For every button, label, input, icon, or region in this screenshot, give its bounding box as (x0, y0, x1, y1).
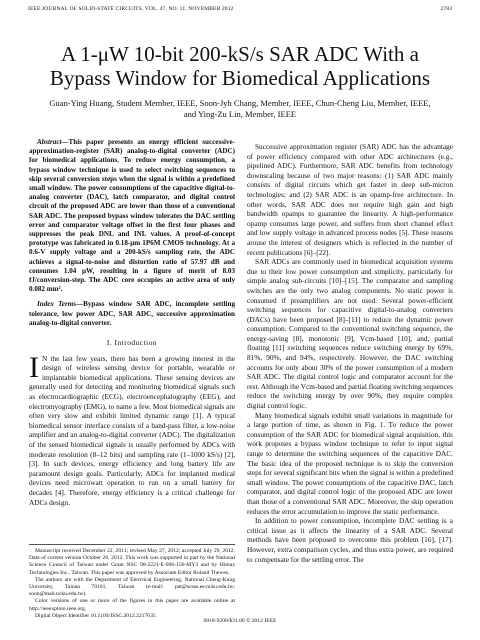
author-list (40, 98, 440, 119)
journal-name: IEEE JOURNAL OF SOLID-STATE CIRCUITS, VOL. 47, NO. 11, NOVEMBER 2012 (28, 6, 234, 12)
abstract-label: Abstract— (37, 138, 69, 146)
authors-line-2: and Ying-Zu Lin, Member, IEEE (183, 108, 297, 119)
running-header (28, 6, 452, 12)
footnote-color: Color versions of one or more of the figures in this paper are available online at http://ieeexplore.ieee.org. (29, 598, 235, 612)
abstract (29, 138, 235, 294)
body-paragraph: Successive approximation register (SAR) ADC has the advantage of power efficiency compared with other ADC architectures (e.g., pipelined ADC). Furthermore, SAR ADC benefits from technology downscaling because of two major reasons: (1) SAR ADC mainly consists of digital circuits which get faster in deep sub-micron technologies; and (2) SAR ADC is an opamp-free architecture. In other words, SAR ADC does not require high gain and high bandwidth opamps to guarantee the linearity. A high-performance opamp consumes large power, and suffers from short channel effect and low supply voltage in advanced process nodes [5]. These reasons arouse the interest of designers which is reflected in the number of recent publications [6]–[22]. (247, 142, 453, 257)
section-heading: I. Introduction (106, 338, 158, 348)
footnote-authors: The authors are with the Department of Electrical Engineering, National Cheng-Kung University, Tainan 70101, Taiwan (e-mail: pat@scsas.ee.ncku.edu.tw; soon@mail.ncku.edu.tw). (29, 576, 235, 598)
intro-paragraph (29, 350, 236, 508)
footnote-manuscript: Manuscript received December 22, 2011; revised May 27, 2012; accepted July 29, 2012. Date of current version October 26, 2012. This work was supported in part by the National Science Council of Taiwan under Grant NSC 98-2221-E-006-156-MY3 and by Himax Technologies Inc., Taiwan. This paper was approved by Associate Editor Roland Thewes. (29, 548, 235, 576)
footnotes (29, 548, 235, 620)
footnote-divider (29, 544, 235, 545)
index-terms (29, 300, 235, 328)
body-paragraph: In addition to power consumption, incomplete DAC settling is a critical issue as it affects the linearity of a SAR ADC. Several methods have been proposed to overcome this problem [16], [17]. However, extra comparison cycles, and thus extra power, are required to compensate for the settling error. The (247, 516, 453, 564)
page-number: 2783 (440, 6, 452, 12)
left-column (29, 138, 235, 507)
copyright-line: 0018-9200/$31.00 © 2012 IEEE (203, 618, 277, 624)
intro-text: N the last few years, there has been a growing interest in the design of wireless sensing device for portable, wearable or implantable biomedical applications. These sensing devices are generally used for detecting and monitoring biomedical signals such as electrocardiographic (ECG), electroencephalography (EEG), and electromyography (EMG), to name a few. Most biomedical signals are often very slow and exhibit limited dynamic range [1]. A typical biomedical sensor interface consists of a band-pass filter, a low-noise amplifier and an analog-to-digital converter (ADC). The digitalization of the sensed biomedical signals is usually performed by ADCs with moderate resolution (8–12 bits) and sampling rate (1–1000 kS/s) [2], [3]. In such devices, energy efficiency and long battery life are paramount design goals. Particularly, ADCs for implanted medical devices need microwatt operation to run on a small battery for decades [4]. Therefore, energy efficiency is a critical challenge for ADCs design. (29, 353, 236, 507)
drop-cap: I (29, 350, 39, 384)
abstract-text: This paper presents an energy efficient successive-approximation-register (SAR) analog-to-digital converter (ADC) for biomedical applications. To reduce energy consumption, a bypass window technique is used to select switching sequences to skip several conversion steps when the signal is within a predefined small window. The power consumptions of the capacitive digital-to-analog converter (DAC), latch comparator, and digital control circuit of the proposed ADC are lower than those of a conventional SAR ADC. The proposed bypass window tolerates the DAC settling error and comparator voltage offset in the first four phases and suppresses the peak DNL and INL values. A proof-of-concept prototype was fabricated in 0.18-μm 1P6M CMOS technology. At a 0.6-V supply voltage and a 200-kS/s sampling rate, the ADC achieves a signal-to-noise and distortion ratio of 57.97 dB and consumes 1.04 μW, resulting in a figure of merit of 8.03 fJ/conversion-step. The ADC core occupies an active area of only 0.082 mm². (29, 138, 235, 294)
authors-line-1: Guan-Ying Huang, Student Member, IEEE, Soon-Jyh Chang, Member, IEEE, Chun-Cheng Liu, Member, IEEE, (49, 98, 431, 108)
index-terms-label: Index Terms— (37, 300, 84, 309)
footnote-doi: Digital Object Identifier 10.1109/JSSC.2012.2217635 (35, 612, 156, 619)
body-paragraph: SAR ADCs are commonly used in biomedical acquisition systems due to their low power consumption and simplicity, particularly for simple analog sub-circuits [10]–[15]. The comparator and sampling switches are the only two analog components. No static power is consumed if preamplifiers are not used. Several power-efficient switching sequences for capacitive digital-to-analog converters (DACs) have been proposed [8]–[11] to reduce the dynamic power consumption. Compared to the conventional switching sequence, the energy-saving [8], monotonic [9], Vcm-based [10], and, partial floating [11] switching sequences reduce switching energy by 69%, 81%, 90%, and 94%, respectively. However, the DAC switching accounts for only about 30% of the power consumption of a modern SAR ADC. The digital control logic and comparator account for the rest. Although the Vcm-based and partial floating switching sequences reduce the switching energy by over 90%, they require complex digital control logic. (247, 257, 453, 411)
paper-title: A 1-μW 10-bit 200-kS/s SAR ADC With a Bypass Window for Biomedical Applications (49, 42, 431, 90)
right-column (247, 142, 453, 564)
index-terms-text: Bypass window SAR ADC, incomplete settling tolerance, low power ADC, SAR ADC, successive approximation analog-to-digital converter. (29, 300, 236, 327)
body-paragraph: Many biomedical signals exhibit small variations in magnitude for a large portion of time, as shown in Fig. 1. To reduce the power consumption of the SAR ADC for biomedical signal acquisition, this work proposes a bypass window technique to refer to input signal range to determine the switching sequences of the capacitive DAC. The basic idea of the proposed technique is to skip the conversion steps for several significant bits when the signal is within a predefined small window. The power consumptions of the capacitive DAC, latch comparator, and digital control logic of the proposed ADC are lower than those of a conventional SAR ADC. Moreover, the skip operation reduces the error accumulation to improve the static performance. (247, 410, 453, 516)
